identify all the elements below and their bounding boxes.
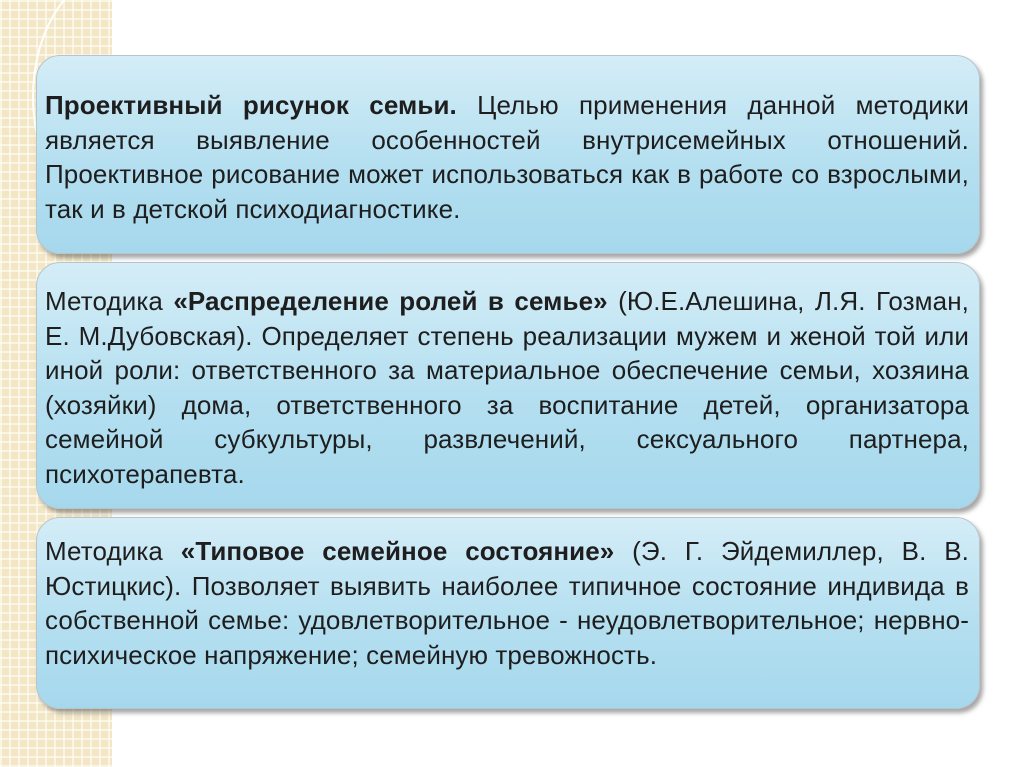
card-text: (Ю.Е.Алешина, Л.Я. Гозман, Е. М.Дубовская). Определяет степень реализации мужем и женой той или иной роли: ответственного за материальное обеспечение семьи, хозяина (хозяйки) дома, ответственного за воспитание детей, организатора семейной субкультуры, развлечений, сексуального партнера, психотерапевта.: [45, 286, 969, 489]
card-text: Целью применения данной методики является выявление особенностей внутрисемейных отношений. Проективное рисование может использоваться как в работе со взрослыми, так и в детской психодиагностике.: [45, 90, 969, 224]
method-card-role-distribution: [36, 262, 980, 509]
method-card-family-state: [36, 517, 980, 709]
card-title: «Распределение ролей в семье»: [173, 286, 608, 316]
card-prefix: Методика: [45, 536, 181, 566]
card-text: (Э. Г. Эйдемиллер, В. В. Юстицкис). Позволяет выявить наиболее типичное состояние индивида в собственной семье: удовлетворительное - неудовлетворительное; нервно-психическое напряжение; семейную тревожность.: [45, 536, 969, 670]
method-card-projective-drawing: [36, 55, 980, 254]
card-title: Проективный рисунок семьи.: [45, 90, 457, 120]
card-prefix: Методика: [45, 286, 174, 316]
card-title: «Типовое семейное состояние»: [180, 536, 615, 566]
